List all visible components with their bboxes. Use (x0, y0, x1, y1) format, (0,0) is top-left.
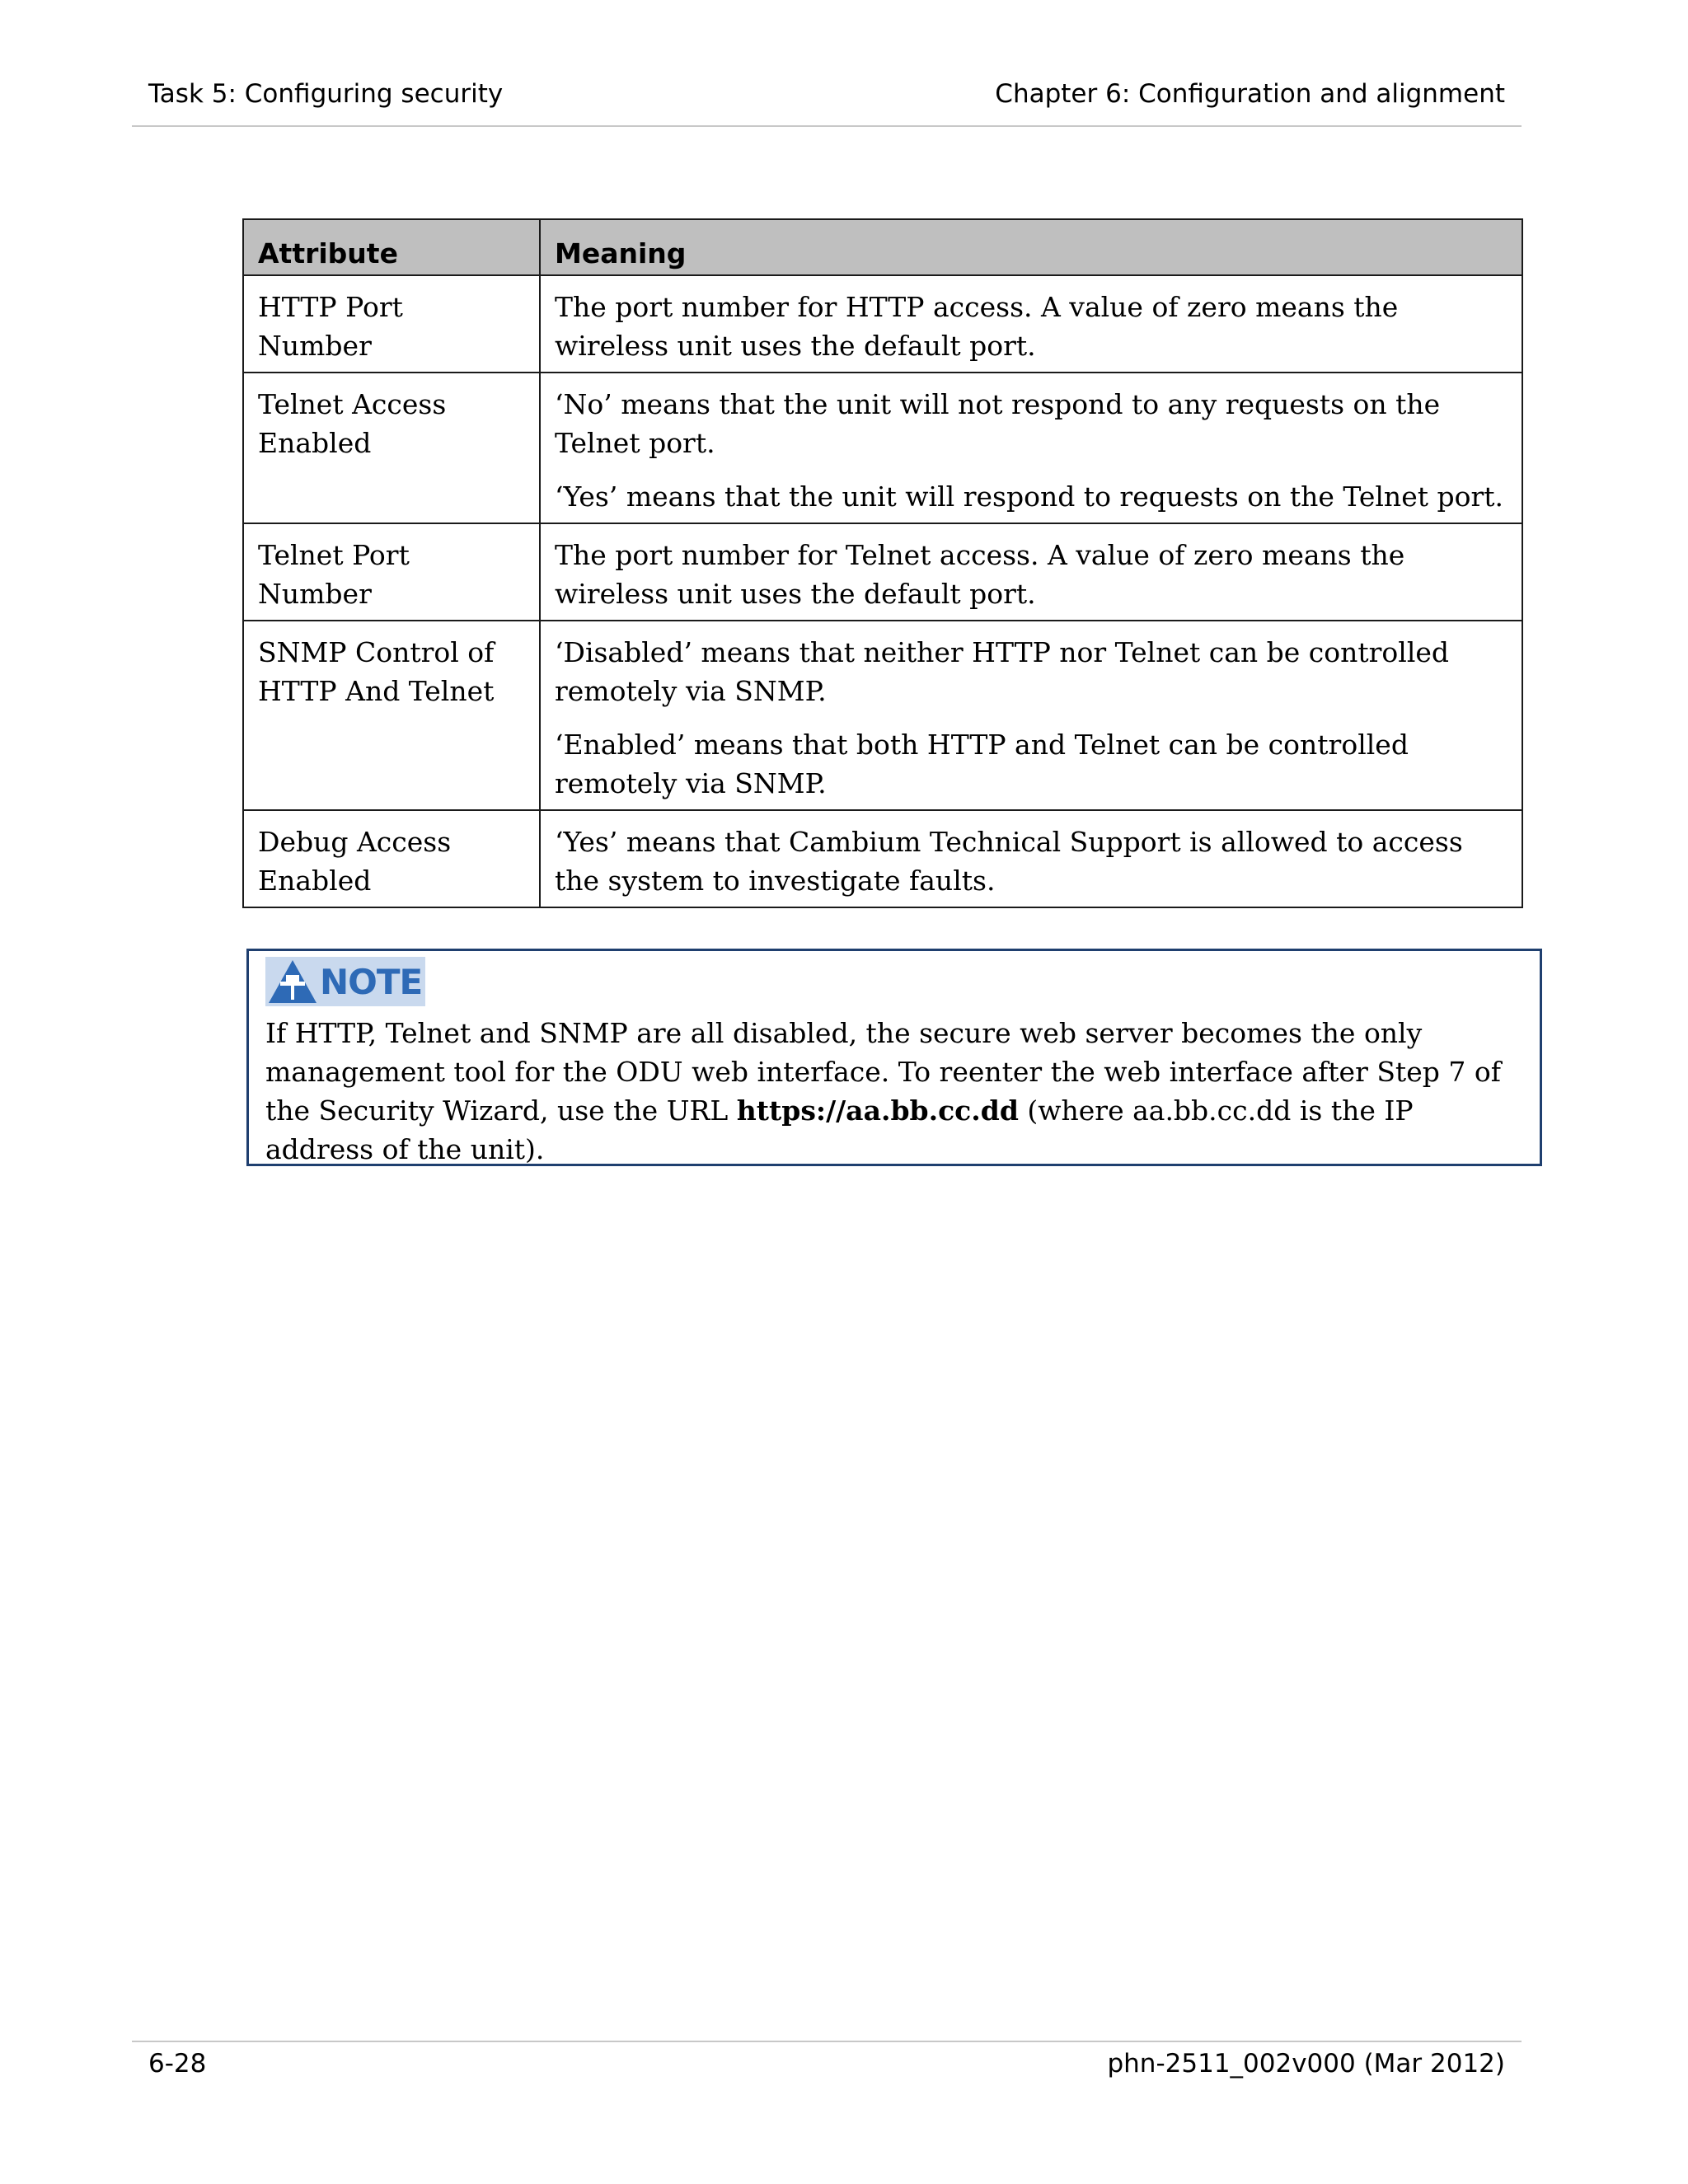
meaning-cell (540, 621, 1522, 810)
table-header-row (243, 219, 1522, 275)
attribute-line: Enabled (258, 427, 372, 459)
table-row (243, 523, 1522, 621)
attribute-line: Telnet Access (258, 388, 447, 420)
attribute-table (242, 218, 1523, 908)
warning-triangle-icon (267, 958, 318, 1005)
meaning-paragraph: ‘Disabled’ means that neither HTTP nor Telnet can be controlled remotely via SNMP. (555, 636, 1450, 707)
header-section-title: Task 5: Configuring security (148, 79, 504, 109)
attribute-line: Number (258, 578, 372, 610)
meaning-paragraph: The port number for HTTP access. A value of zero means the wireless unit uses the default port. (555, 291, 1399, 362)
meaning-cell (540, 373, 1522, 523)
note-badge (265, 957, 425, 1006)
meaning-paragraph: ‘Yes’ means that Cambium Technical Support is allowed to access the system to investigate faults. (555, 826, 1463, 897)
note-text-before: If HTTP, Telnet and SNMP are all disabled, the secure web server becomes the only management tool for the ODU web interface. To reenter the web interface after Step 7 of the Security Wizard, use the URL (265, 1017, 1501, 1127)
header-divider (132, 125, 1522, 127)
table-row (243, 373, 1522, 523)
note-box (246, 949, 1542, 1166)
meaning-paragraph: ‘Enabled’ means that both HTTP and Telnet can be controlled remotely via SNMP. (555, 729, 1409, 799)
meaning-paragraph: ‘No’ means that the unit will not respond to any requests on the Telnet port. (555, 388, 1441, 459)
attribute-line: HTTP And Telnet (258, 675, 495, 707)
page-number: 6-28 (148, 2049, 207, 2079)
attribute-cell (243, 275, 540, 373)
attribute-cell (243, 621, 540, 810)
column-header-meaning: Meaning (540, 219, 1522, 275)
attribute-cell (243, 523, 540, 621)
meaning-cell (540, 810, 1522, 907)
meaning-paragraph: ‘Yes’ means that the unit will respond to requests on the Telnet port. (555, 480, 1503, 513)
header-chapter-title: Chapter 6: Configuration and alignment (995, 79, 1505, 109)
document-id: phn-2511_002v000 (Mar 2012) (1107, 2049, 1505, 2079)
attribute-line: Enabled (258, 865, 372, 897)
table-row (243, 275, 1522, 373)
table-row (243, 810, 1522, 907)
note-text-after: (where aa.bb.cc.dd is the IP address of the unit). (265, 1094, 1414, 1165)
attribute-cell (243, 810, 540, 907)
attribute-line: SNMP Control of (258, 636, 495, 668)
attribute-cell (243, 373, 540, 523)
meaning-cell (540, 275, 1522, 373)
attribute-line: Number (258, 330, 372, 362)
footer-divider (132, 2041, 1522, 2042)
attribute-line: Debug Access (258, 826, 452, 858)
meaning-cell (540, 523, 1522, 621)
attribute-line: HTTP Port (258, 291, 403, 323)
column-header-attribute: Attribute (243, 219, 540, 275)
note-label: NOTE (320, 961, 423, 1002)
table-row (243, 621, 1522, 810)
meaning-paragraph: The port number for Telnet access. A value of zero means the wireless unit uses the default port. (555, 539, 1405, 610)
note-text (265, 1014, 1525, 1169)
attribute-line: Telnet Port (258, 539, 410, 571)
note-url: https://aa.bb.cc.dd (736, 1094, 1019, 1127)
